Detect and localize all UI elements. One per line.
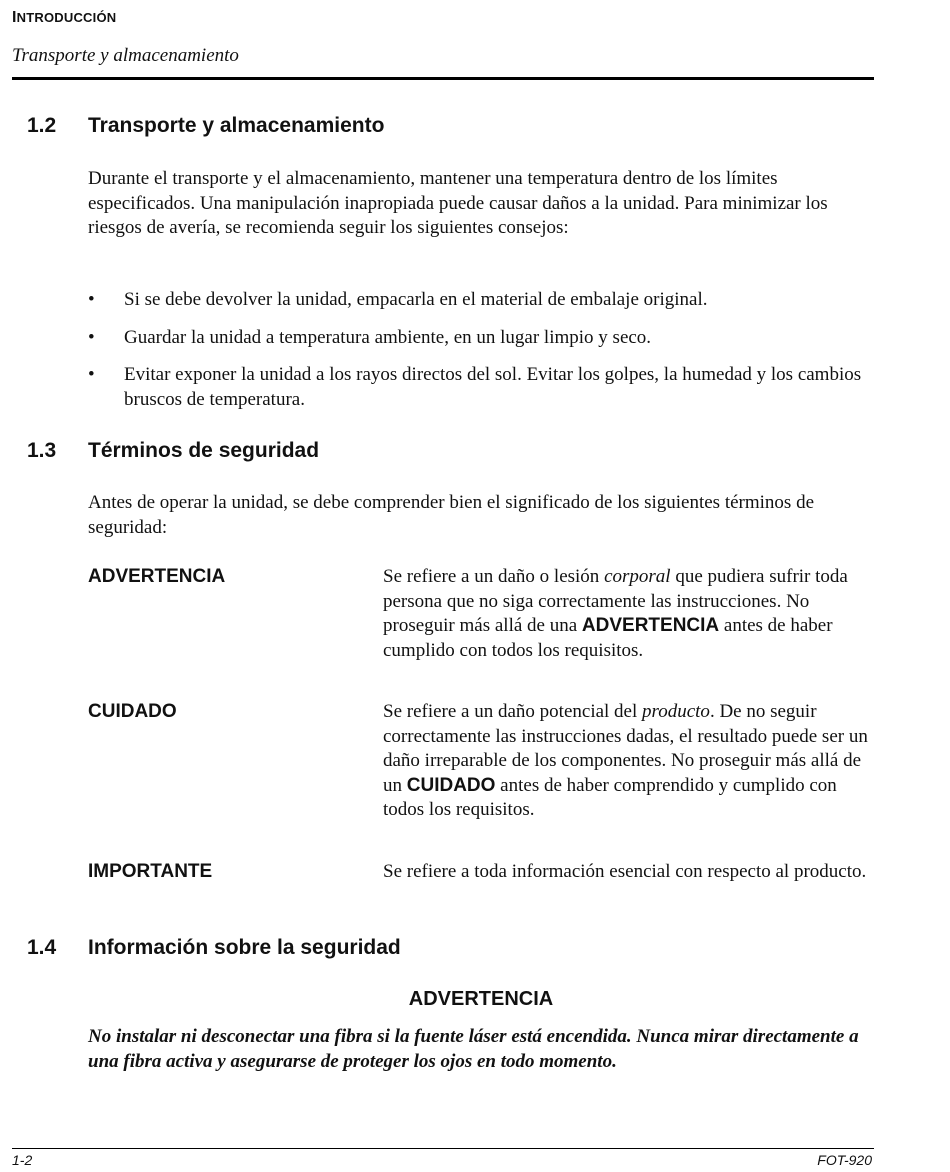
bullet-symbol: •	[88, 327, 95, 348]
warning-heading: ADVERTENCIA	[408, 988, 554, 1010]
bullet-text: Si se debe devolver la unidad, empacarla en el material de embalaje original.	[124, 289, 708, 310]
document-code: FOT-920	[817, 1152, 872, 1168]
bullet-symbol: •	[88, 364, 95, 385]
running-header-initial: I	[12, 9, 17, 26]
running-header-subtitle: Transporte y almacenamiento	[12, 45, 239, 66]
definition-advertencia	[383, 565, 873, 663]
section-title-1-2: Transporte y almacenamiento	[88, 114, 385, 137]
definition-importante	[383, 860, 873, 885]
definition-strong: ADVERTENCIA	[581, 615, 720, 636]
definition-emphasis: producto	[642, 701, 710, 722]
bullet-text: Evitar exponer la unidad a los rayos directos del sol. Evitar los golpes, la humedad y los cambios bruscos de temperatura.	[124, 364, 862, 410]
running-header-rest: NTRODUCCIÓN	[16, 10, 117, 25]
section-title-1-3: Términos de seguridad	[88, 439, 320, 462]
definition-text: que pudiera sufrir toda persona que no siga correctamente las instrucciones. No proseguir más allá de una	[383, 566, 848, 636]
section-1-3-intro: Antes de operar la unidad, se debe comprender bien el significado de los siguientes términos de seguridad:	[88, 492, 814, 538]
definition-emphasis: corporal	[604, 566, 671, 587]
running-header-title	[12, 9, 116, 27]
definition-strong: CUIDADO	[406, 774, 496, 796]
section-number-1-4: 1.4	[27, 936, 57, 959]
section-number-1-3: 1.3	[27, 439, 57, 462]
definition-text: antes de haber cumplido con todos los requisitos.	[383, 615, 833, 661]
term-cuidado: CUIDADO	[88, 701, 177, 722]
bullet-text: Guardar la unidad a temperatura ambiente, en un lugar limpio y seco.	[124, 327, 652, 348]
bullet-symbol: •	[88, 289, 95, 310]
definition-text: Se refiere a un daño potencial del	[383, 701, 643, 722]
definition-text: antes de haber comprendido y cumplido con todos los requisitos.	[383, 774, 837, 820]
section-number-1-2: 1.2	[27, 114, 57, 137]
definition-cuidado	[383, 700, 873, 823]
term-advertencia: ADVERTENCIA	[88, 566, 226, 587]
footer-rule	[12, 1148, 874, 1149]
header-rule	[12, 77, 874, 80]
definition-text: Se refiere a toda información esencial con respecto al producto.	[383, 861, 867, 882]
term-importante: IMPORTANTE	[88, 861, 213, 882]
definition-text: . De no seguir correctamente las instrucciones dadas, el resultado puede ser un daño irreparable de los componentes. No proseguir más allá de un	[383, 701, 868, 796]
page-number: 1-2	[12, 1152, 33, 1168]
section-title-1-4: Información sobre la seguridad	[88, 936, 401, 959]
warning-text: No instalar ni desconectar una fibra si la fuente láser está encendida. Nunca mirar directamente a una fibra activa y asegurarse de proteger los ojos en todo momento.	[88, 1026, 859, 1072]
definition-text: Se refiere a un daño o lesión	[383, 566, 605, 587]
section-1-2-intro: Durante el transporte y el almacenamiento, mantener una temperatura dentro de los límites especificados. Una manipulación inapropiada puede causar daños a la unidad. Para minimizar los riesgos de avería, se recomienda seguir los siguientes consejos:	[88, 168, 828, 238]
